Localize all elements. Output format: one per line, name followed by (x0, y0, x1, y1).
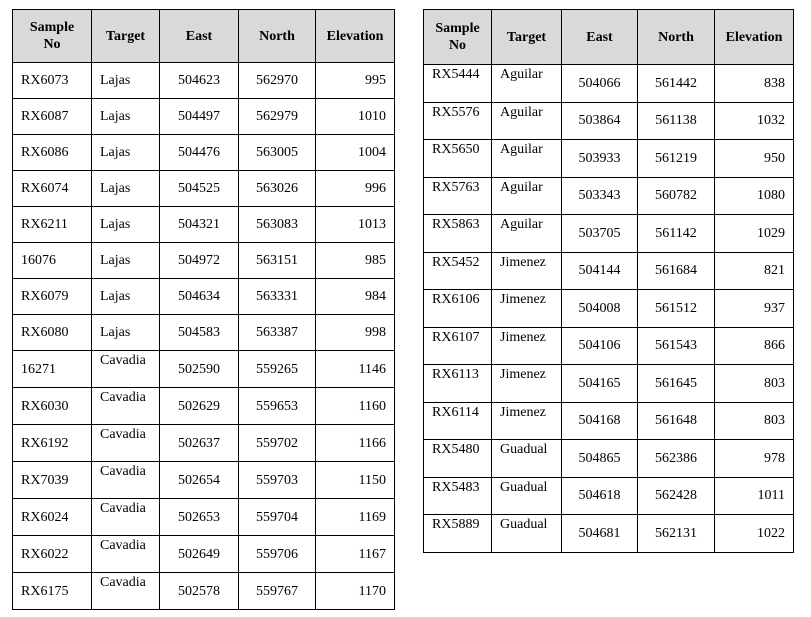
cell-sample-no: RX5650 (424, 140, 492, 178)
cell-north: 559653 (239, 388, 316, 425)
cell-sample-no: RX6087 (13, 99, 92, 135)
cell-elevation: 1166 (316, 425, 395, 462)
cell-target: Cavadia (92, 499, 160, 536)
cell-sample-no: RX5889 (424, 515, 492, 553)
cell-north: 561142 (638, 215, 715, 253)
cell-east: 502649 (160, 536, 239, 573)
cell-sample-no: RX5444 (424, 65, 492, 103)
cell-target: Guadual (492, 515, 562, 553)
table-row (13, 388, 395, 425)
cell-east: 504476 (160, 135, 239, 171)
cell-elevation: 1013 (316, 207, 395, 243)
cell-target: Cavadia (92, 462, 160, 499)
table-row (13, 351, 395, 388)
cell-sample-no: RX6079 (13, 279, 92, 315)
header-elevation: Elevation (715, 10, 794, 65)
cell-north: 559702 (239, 425, 316, 462)
cell-north: 559703 (239, 462, 316, 499)
cell-east: 502578 (160, 573, 239, 610)
cell-north: 561219 (638, 140, 715, 178)
cell-north: 561442 (638, 65, 715, 103)
header-sample-no: Sample No (424, 10, 492, 65)
table-row (13, 63, 395, 99)
cell-north: 563387 (239, 315, 316, 351)
table-header-row (424, 10, 794, 65)
cell-east: 504066 (562, 65, 638, 103)
cell-east: 504525 (160, 171, 239, 207)
cell-sample-no: RX5576 (424, 102, 492, 140)
cell-sample-no: RX6073 (13, 63, 92, 99)
cell-north: 562131 (638, 515, 715, 553)
table-row (13, 207, 395, 243)
cell-east: 504865 (562, 440, 638, 478)
cell-east: 504008 (562, 290, 638, 328)
cell-north: 563331 (239, 279, 316, 315)
cell-target: Guadual (492, 477, 562, 515)
cell-sample-no: RX6211 (13, 207, 92, 243)
table-row (13, 243, 395, 279)
cell-north: 562970 (239, 63, 316, 99)
cell-north: 563005 (239, 135, 316, 171)
table-row (424, 402, 794, 440)
cell-elevation: 803 (715, 365, 794, 403)
table-row (424, 440, 794, 478)
cell-elevation: 996 (316, 171, 395, 207)
cell-north: 562979 (239, 99, 316, 135)
table-row (13, 171, 395, 207)
cell-north: 559767 (239, 573, 316, 610)
cell-elevation: 838 (715, 65, 794, 103)
cell-sample-no: RX5763 (424, 177, 492, 215)
cell-elevation: 950 (715, 140, 794, 178)
cell-east: 504168 (562, 402, 638, 440)
cell-elevation: 1010 (316, 99, 395, 135)
cell-north: 559265 (239, 351, 316, 388)
header-north: North (638, 10, 715, 65)
table-row (13, 425, 395, 462)
cell-target: Lajas (92, 207, 160, 243)
cell-target: Aguilar (492, 65, 562, 103)
table-row (13, 315, 395, 351)
cell-target: Cavadia (92, 425, 160, 462)
cell-target: Lajas (92, 99, 160, 135)
cell-target: Jimenez (492, 252, 562, 290)
cell-sample-no: RX5452 (424, 252, 492, 290)
cell-east: 502590 (160, 351, 239, 388)
cell-target: Lajas (92, 243, 160, 279)
cell-east: 504618 (562, 477, 638, 515)
table-row (424, 140, 794, 178)
cell-target: Lajas (92, 279, 160, 315)
table-row (424, 252, 794, 290)
table-row (13, 99, 395, 135)
header-target: Target (492, 10, 562, 65)
cell-sample-no: RX6192 (13, 425, 92, 462)
cell-north: 559706 (239, 536, 316, 573)
cell-east: 504144 (562, 252, 638, 290)
cell-east: 504623 (160, 63, 239, 99)
cell-north: 561684 (638, 252, 715, 290)
cell-elevation: 866 (715, 327, 794, 365)
table-row (13, 279, 395, 315)
cell-elevation: 803 (715, 402, 794, 440)
table-row (424, 65, 794, 103)
cell-target: Aguilar (492, 215, 562, 253)
cell-sample-no: RX5480 (424, 440, 492, 478)
header-east: East (562, 10, 638, 65)
cell-target: Cavadia (92, 388, 160, 425)
cell-sample-no: RX5863 (424, 215, 492, 253)
cell-sample-no: RX6074 (13, 171, 92, 207)
cell-target: Aguilar (492, 102, 562, 140)
cell-north: 561648 (638, 402, 715, 440)
cell-target: Jimenez (492, 402, 562, 440)
table-header-row (13, 10, 395, 63)
header-east: East (160, 10, 239, 63)
cell-east: 504972 (160, 243, 239, 279)
cell-north: 561512 (638, 290, 715, 328)
cell-elevation: 985 (316, 243, 395, 279)
cell-sample-no: RX5483 (424, 477, 492, 515)
table-row (424, 290, 794, 328)
cell-elevation: 998 (316, 315, 395, 351)
table-row (13, 135, 395, 171)
header-north: North (239, 10, 316, 63)
cell-sample-no: 16076 (13, 243, 92, 279)
cell-east: 503933 (562, 140, 638, 178)
cell-east: 503864 (562, 102, 638, 140)
cell-target: Guadual (492, 440, 562, 478)
cell-target: Aguilar (492, 177, 562, 215)
cell-sample-no: RX6030 (13, 388, 92, 425)
cell-elevation: 821 (715, 252, 794, 290)
cell-east: 502629 (160, 388, 239, 425)
cell-elevation: 1022 (715, 515, 794, 553)
cell-target: Cavadia (92, 351, 160, 388)
cell-east: 504497 (160, 99, 239, 135)
cell-target: Lajas (92, 171, 160, 207)
cell-east: 504165 (562, 365, 638, 403)
cell-target: Aguilar (492, 140, 562, 178)
table-row (424, 515, 794, 553)
cell-target: Cavadia (92, 573, 160, 610)
table-row (13, 536, 395, 573)
cell-sample-no: RX6022 (13, 536, 92, 573)
cell-north: 559704 (239, 499, 316, 536)
table-row (13, 462, 395, 499)
table-row (424, 365, 794, 403)
table-row (424, 102, 794, 140)
cell-elevation: 1167 (316, 536, 395, 573)
cell-north: 561138 (638, 102, 715, 140)
cell-elevation: 1160 (316, 388, 395, 425)
cell-sample-no: RX6024 (13, 499, 92, 536)
table-row (13, 499, 395, 536)
table-row (424, 215, 794, 253)
cell-east: 503705 (562, 215, 638, 253)
cell-elevation: 1169 (316, 499, 395, 536)
cell-north: 562386 (638, 440, 715, 478)
cell-sample-no: RX6114 (424, 402, 492, 440)
cell-east: 502653 (160, 499, 239, 536)
cell-sample-no: RX6113 (424, 365, 492, 403)
cell-elevation: 1080 (715, 177, 794, 215)
cell-target: Jimenez (492, 365, 562, 403)
header-sample-no: Sample No (13, 10, 92, 63)
cell-elevation: 1011 (715, 477, 794, 515)
cell-east: 504583 (160, 315, 239, 351)
header-target: Target (92, 10, 160, 63)
cell-north: 563151 (239, 243, 316, 279)
cell-elevation: 1004 (316, 135, 395, 171)
cell-sample-no: RX7039 (13, 462, 92, 499)
table-row (424, 327, 794, 365)
cell-sample-no: RX6106 (424, 290, 492, 328)
sample-table-left (12, 9, 395, 610)
cell-elevation: 937 (715, 290, 794, 328)
cell-north: 561543 (638, 327, 715, 365)
sample-table-right (423, 9, 794, 553)
header-elevation: Elevation (316, 10, 395, 63)
table-row (424, 477, 794, 515)
cell-sample-no: RX6107 (424, 327, 492, 365)
table-row (13, 573, 395, 610)
cell-elevation: 1032 (715, 102, 794, 140)
cell-east: 504106 (562, 327, 638, 365)
cell-elevation: 984 (316, 279, 395, 315)
cell-sample-no: RX6086 (13, 135, 92, 171)
cell-target: Lajas (92, 315, 160, 351)
cell-target: Cavadia (92, 536, 160, 573)
cell-east: 502637 (160, 425, 239, 462)
cell-elevation: 1150 (316, 462, 395, 499)
cell-north: 563083 (239, 207, 316, 243)
cell-north: 562428 (638, 477, 715, 515)
cell-sample-no: 16271 (13, 351, 92, 388)
cell-target: Lajas (92, 63, 160, 99)
cell-north: 560782 (638, 177, 715, 215)
cell-sample-no: RX6080 (13, 315, 92, 351)
cell-elevation: 1029 (715, 215, 794, 253)
cell-elevation: 978 (715, 440, 794, 478)
cell-sample-no: RX6175 (13, 573, 92, 610)
cell-east: 502654 (160, 462, 239, 499)
cell-east: 504681 (562, 515, 638, 553)
cell-elevation: 1146 (316, 351, 395, 388)
cell-target: Jimenez (492, 290, 562, 328)
cell-east: 503343 (562, 177, 638, 215)
cell-elevation: 1170 (316, 573, 395, 610)
cell-north: 563026 (239, 171, 316, 207)
cell-elevation: 995 (316, 63, 395, 99)
cell-east: 504321 (160, 207, 239, 243)
cell-target: Jimenez (492, 327, 562, 365)
cell-north: 561645 (638, 365, 715, 403)
cell-target: Lajas (92, 135, 160, 171)
table-row (424, 177, 794, 215)
cell-east: 504634 (160, 279, 239, 315)
